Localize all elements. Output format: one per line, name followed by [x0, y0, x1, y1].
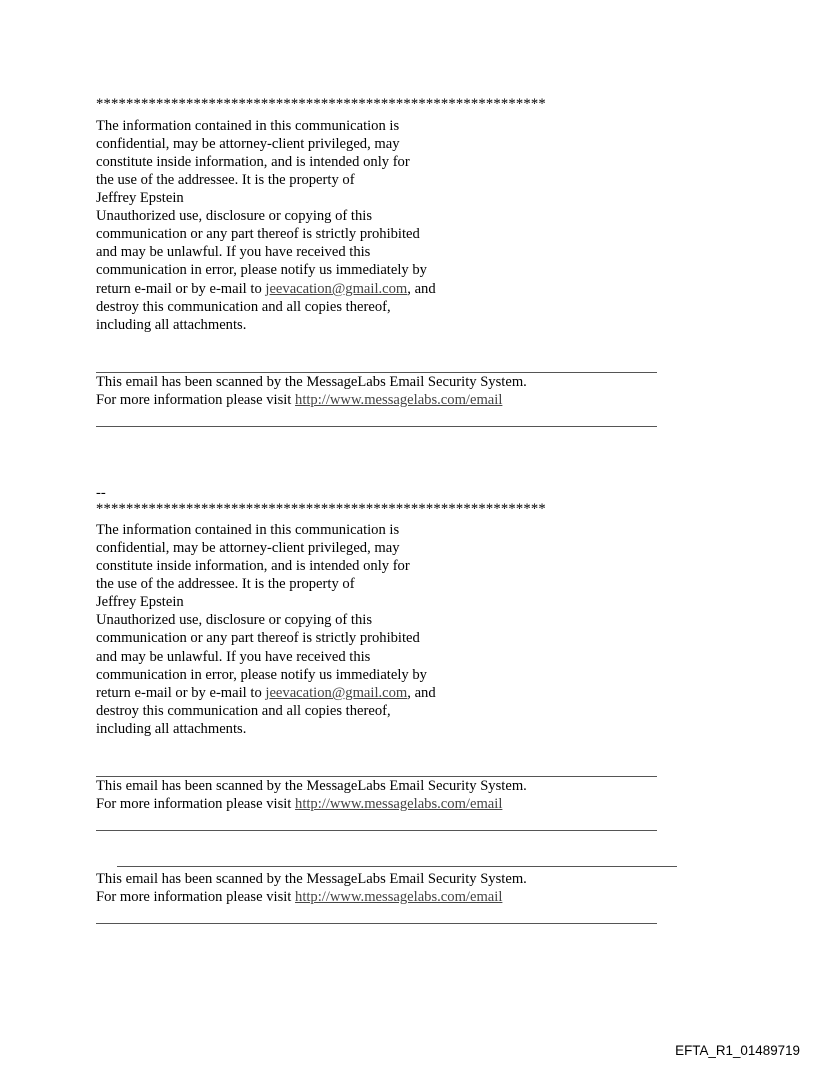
notice-line: the use of the addressee. It is the property of	[96, 576, 355, 592]
scan-notice-text: For more information please visit	[96, 889, 296, 905]
notice-line: communication in error, please notify us immediately by	[96, 667, 427, 683]
signature-separator: --	[96, 485, 106, 501]
notice-line: and may be unlawful. If you have received this	[96, 244, 371, 260]
notice-line: Jeffrey Epstein	[96, 594, 184, 610]
notice-line: including all attachments.	[96, 317, 247, 333]
notice-line: destroy this communication and all copies thereof,	[96, 299, 391, 315]
notice-line: constitute inside information, and is intended only for	[96, 154, 410, 170]
horizontal-rule	[96, 923, 657, 924]
asterisk-divider: ************************************************************	[96, 96, 546, 112]
notice-line: communication or any part thereof is strictly prohibited	[96, 630, 420, 646]
notice-line: confidential, may be attorney-client privileged, may	[96, 136, 400, 152]
notice-line: and may be unlawful. If you have received this	[96, 649, 371, 665]
scan-notice-line: This email has been scanned by the MessageLabs Email Security System.	[96, 778, 527, 794]
scan-notice-text: For more information please visit	[96, 392, 296, 408]
horizontal-rule	[96, 830, 657, 831]
notice-text: , and	[407, 281, 436, 297]
notice-line: including all attachments.	[96, 721, 247, 737]
scan-notice-text: For more information please visit	[96, 796, 296, 812]
notice-line: destroy this communication and all copies thereof,	[96, 703, 391, 719]
notice-line	[96, 684, 436, 702]
horizontal-rule	[96, 426, 657, 427]
notice-line: communication in error, please notify us immediately by	[96, 262, 427, 278]
email-link[interactable]: jeevacation@gmail.com	[265, 281, 408, 297]
messagelabs-link[interactable]: http://www.messagelabs.com/email	[295, 796, 503, 812]
notice-line: Jeffrey Epstein	[96, 190, 184, 206]
notice-line: Unauthorized use, disclosure or copying of this	[96, 612, 373, 628]
notice-text: return e-mail or by e-mail to	[96, 281, 266, 297]
notice-text: return e-mail or by e-mail to	[96, 685, 266, 701]
scan-notice-line	[96, 795, 502, 813]
notice-line: The information contained in this communication is	[96, 522, 400, 538]
notice-line: The information contained in this communication is	[96, 118, 400, 134]
notice-line: communication or any part thereof is strictly prohibited	[96, 226, 420, 242]
messagelabs-link[interactable]: http://www.messagelabs.com/email	[295, 392, 503, 408]
notice-line	[96, 280, 436, 298]
scan-notice-line	[96, 888, 502, 906]
notice-text: , and	[407, 685, 436, 701]
asterisk-divider: ************************************************************	[96, 501, 546, 517]
horizontal-rule	[117, 866, 677, 867]
scan-notice-line: This email has been scanned by the MessageLabs Email Security System.	[96, 871, 527, 887]
messagelabs-link[interactable]: http://www.messagelabs.com/email	[295, 889, 503, 905]
notice-line: constitute inside information, and is intended only for	[96, 558, 410, 574]
scan-notice-line: This email has been scanned by the MessageLabs Email Security System.	[96, 374, 527, 390]
notice-line: Unauthorized use, disclosure or copying of this	[96, 208, 373, 224]
notice-line: the use of the addressee. It is the property of	[96, 172, 355, 188]
notice-line: confidential, may be attorney-client privileged, may	[96, 540, 400, 556]
email-link[interactable]: jeevacation@gmail.com	[265, 685, 408, 701]
document-id: EFTA_R1_01489719	[675, 1043, 800, 1058]
scan-notice-line	[96, 391, 502, 409]
